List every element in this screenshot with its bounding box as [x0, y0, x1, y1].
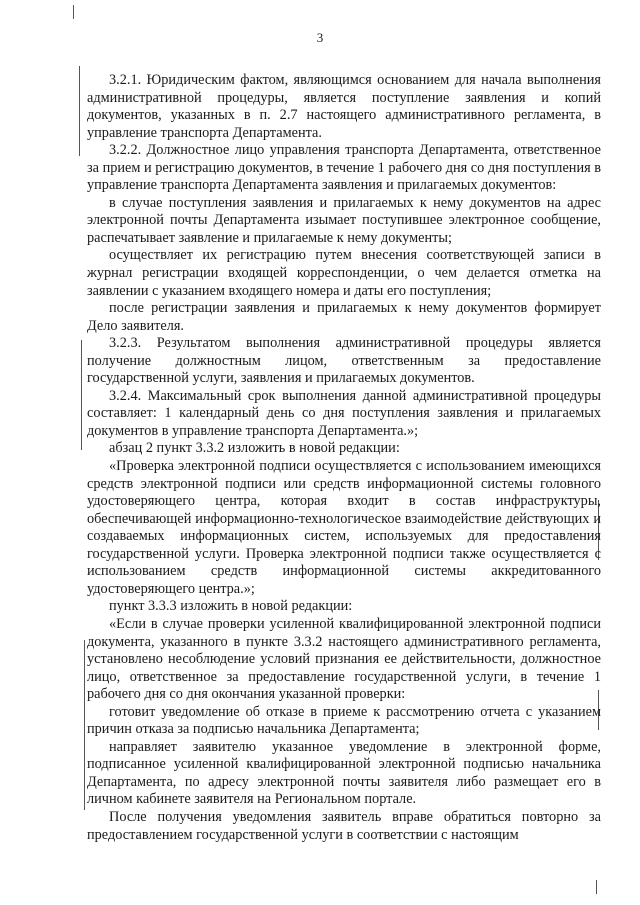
scan-mark: [79, 66, 80, 156]
paragraph-signature-check: «Проверка электронной подписи осуществляется с использованием имеющихся средств электронной подписи или средств информационной системы головного удостоверяющего центра, которая входит в состав инфраструктуры, обеспечивающей информационно-технологическое взаимодействие действующих и создаваемых информационных систем, используемых для предоставления государственной услуги. Проверка электронной подписи также осуществляется с использованием средств информационной системы аккредитованного удостоверяющего центра.»;: [87, 458, 601, 597]
paragraph-3-2-2: 3.2.2. Должностное лицо управления транспорта Департамента, ответственное за прием и регистрацию документов, в течение 1 рабочего дня со дня поступления в управление транспорта Департамента заявления и прилагаемых документов:: [87, 142, 601, 194]
paragraph-applicant-file: после регистрации заявления и прилагаемых к нему документов формирует Дело заявителя.: [87, 300, 601, 334]
page-number: 3: [316, 30, 324, 45]
paragraph-invalid-signature: «Если в случае проверки усиленной квалифицированной электронной подписи документа, указанного в пункте 3.3.2 настоящего административного регламента, установлено несоблюдение условий признания ее действительности, должностное лицо, ответственное за предоставление государственной услуги, в течение 1 рабочего дня со дня окончания указанной проверки:: [87, 615, 601, 703]
paragraph-3-2-3: 3.2.3. Результатом выполнения административной процедуры является получение должностным лицом, ответственным за предоставление государственной услуги, заявления и прилагаемых документов.: [87, 335, 601, 387]
scan-mark: [596, 880, 597, 894]
paragraph-send-notice: направляет заявителю указанное уведомление в электронной форме, подписанное усиленной квалифицированной электронной подписью начальника Департамента, по адресу электронной почты заявителя либо размещает его в личном кабинете заявителя на Региональном портале.: [87, 738, 601, 808]
paragraph-amendment-3-3-2: абзац 2 пункт 3.3.2 изложить в новой редакции:: [109, 440, 400, 457]
paragraph-3-2-4: 3.2.4. Максимальный срок выполнения данной административной процедуры составляет: 1 календарный день со дня поступления заявления и прилагаемых документов в управление транспорта Департамента.»;: [87, 387, 601, 439]
scan-mark: [84, 640, 85, 810]
paragraph-refusal-notice: готовит уведомление об отказе в приеме к рассмотрению отчета с указанием причин отказа за подписью начальника Департамента;: [87, 703, 601, 738]
scan-mark: [81, 340, 82, 450]
paragraph-reapply: После получения уведомления заявитель вправе обратиться повторно за предоставлением государственной услуги в соответствии с настоящим: [87, 808, 601, 843]
document-body: [87, 72, 601, 844]
paragraph-amendment-3-3-3: пункт 3.3.3 изложить в новой редакции:: [109, 598, 353, 615]
paragraph-3-2-1: 3.2.1. Юридическим фактом, являющимся основанием для начала выполнения административной процедуры, является поступление заявления и копий документов, указанных в п. 2.7 настоящего административного регламента, в управление транспорта Департамента.: [87, 72, 601, 141]
paragraph-registration: осуществляет их регистрацию путем внесения соответствующей записи в журнал регистрации входящей корреспонденции, о чем делается отметка на заявлении с указанием входящего номера и даты его поступления;: [87, 247, 601, 299]
paragraph-email-case: в случае поступления заявления и прилагаемых к нему документов на адрес электронной почты Департамента изымает поступившее электронное сообщение, распечатывает заявление и прилагаемые к нему документы;: [87, 194, 601, 246]
scan-mark: [73, 5, 74, 19]
